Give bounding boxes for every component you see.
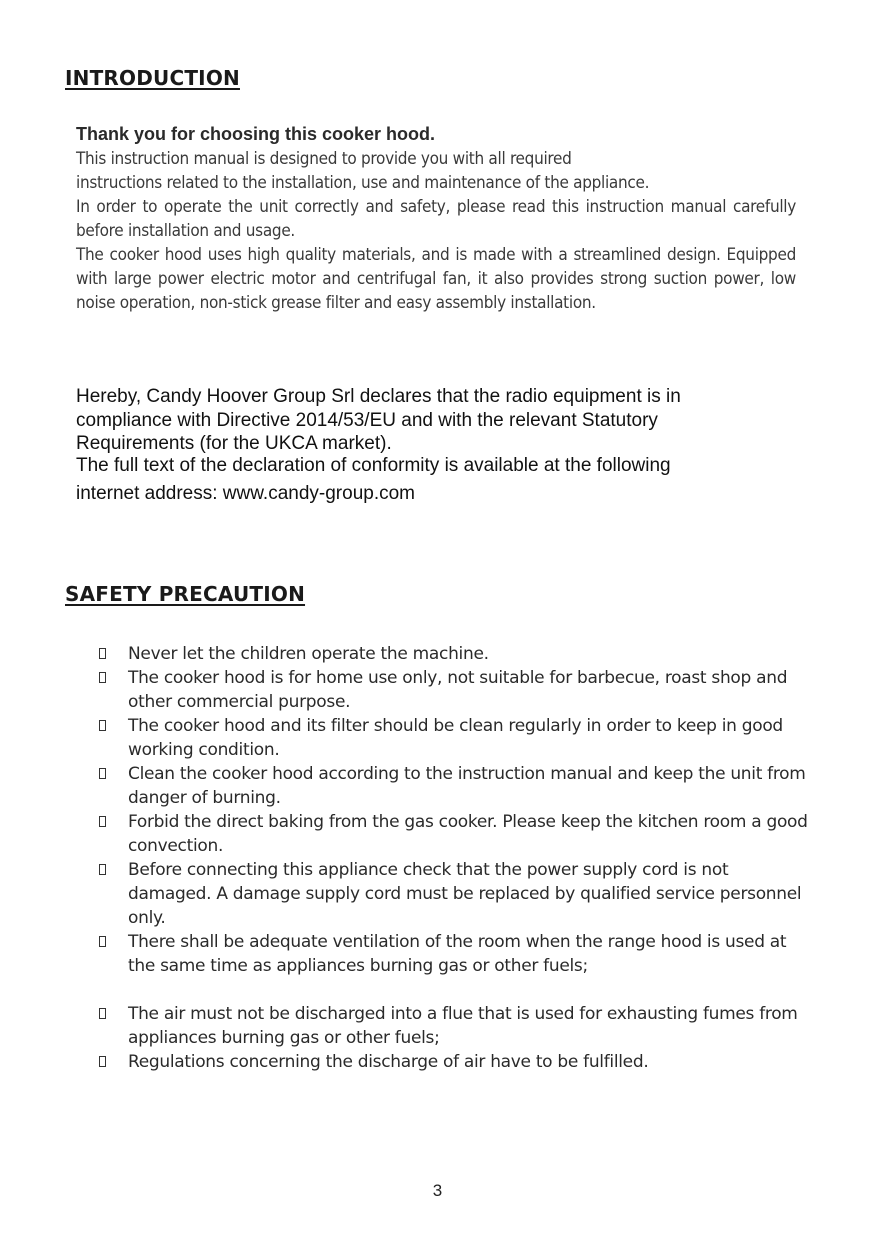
intro-para-3: The cooker hood uses high quality materials, and is made with a streamlined design. Equipped with large power electric motor and centrifugal fan, it also provides strong suction power, low noise operation, non-stick grease filter and easy assembly installation. (76, 245, 796, 313)
declaration-line-2: compliance with Directive 2014/53/EU and with the relevant Statutory (76, 410, 658, 431)
declaration-full-text-2: internet address: www.candy-group.com (76, 483, 415, 504)
list-item: Never let the children operate the machine. (99, 642, 811, 666)
bullet-icon (99, 816, 106, 827)
list-item: The air must not be discharged into a flue that is used for exhausting fumes from appliances burning gas or other fuels; (99, 1002, 811, 1050)
list-item: The cooker hood is for home use only, not suitable for barbecue, roast shop and other commercial purpose. (99, 666, 811, 714)
bullet-icon (99, 720, 106, 731)
declaration-line-1: Hereby, Candy Hoover Group Srl declares that the radio equipment is in (76, 386, 681, 407)
intro-para-2: In order to operate the unit correctly and safety, please read this instruction manual carefully before installation and usage. (76, 197, 796, 241)
list-item: Clean the cooker hood according to the instruction manual and keep the unit from danger of burning. (99, 762, 811, 810)
page-number: 3 (432, 1181, 443, 1200)
declaration-line-3: Requirements (for the UKCA market). (76, 433, 392, 454)
bullet-icon (99, 1056, 106, 1067)
list-item: Before connecting this appliance check that the power supply cord is not damaged. A damage supply cord must be replaced by qualified service personnel only. (99, 858, 811, 930)
bullet-icon (99, 936, 106, 947)
intro-body (76, 147, 796, 315)
bullet-icon (99, 1008, 106, 1019)
declaration-full-text-1: The full text of the declaration of conformity is available at the following (76, 455, 671, 476)
introduction-heading: INTRODUCTION (65, 66, 240, 90)
declaration-block (76, 385, 806, 506)
list-item: The cooker hood and its filter should be clean regularly in order to keep in good working condition. (99, 714, 811, 762)
list-item: Regulations concerning the discharge of air have to be fulfilled. (99, 1050, 811, 1074)
intro-para-1-line-2: instructions related to the installation, use and maintenance of the appliance. (76, 173, 650, 193)
list-item: There shall be adequate ventilation of the room when the range hood is used at the same time as appliances burning gas or other fuels; (99, 930, 811, 978)
intro-para-1-line-1: This instruction manual is designed to provide you with all required (76, 149, 572, 169)
bullet-icon (99, 864, 106, 875)
bullet-icon (99, 648, 106, 659)
bullet-icon (99, 672, 106, 683)
list-item: Forbid the direct baking from the gas cooker. Please keep the kitchen room a good convection. (99, 810, 811, 858)
intro-thanks: Thank you for choosing this cooker hood. (76, 124, 436, 144)
safety-list (99, 642, 811, 1074)
safety-heading: SAFETY PRECAUTION (65, 582, 306, 606)
bullet-icon (99, 768, 106, 779)
